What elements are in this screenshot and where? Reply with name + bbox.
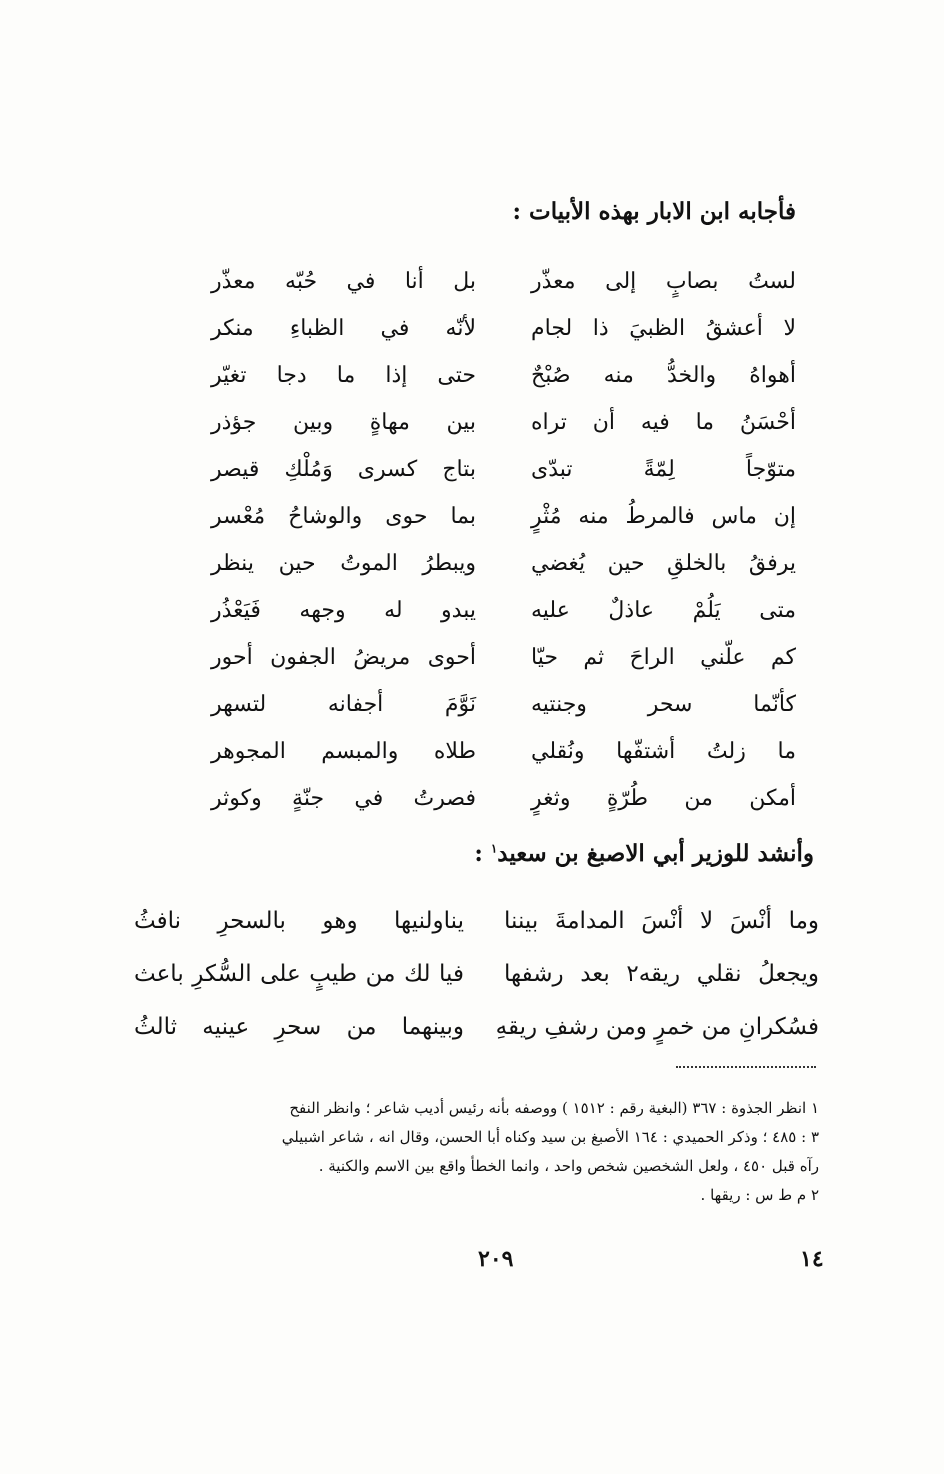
footnote-line: رآه قبل ٤٥٠ ، ولعل الشخصين شخص واحد ، وانما الخطأ واقع بين الاسم والكنية .: [318, 1157, 819, 1175]
second-hemistich: فصرتُ في جنّةٍ وكوثر: [211, 786, 476, 811]
first-hemistich: متوّجاً لِمّةً تبدّى: [531, 457, 796, 482]
second-hemistich: يبدو له وجهه فَيَعْذُر: [211, 598, 476, 623]
verse-line: [211, 399, 796, 446]
verse-line: [211, 587, 796, 634]
verse-line: [211, 258, 796, 305]
verse-line: [211, 775, 796, 822]
verse-line: [134, 947, 819, 1000]
verse-line: [211, 305, 796, 352]
first-hemistich: يرفقُ بالخلقِ حين يُغضي: [531, 551, 796, 576]
verse-line: [134, 1000, 819, 1053]
second-hemistich: بل أنا في حُبّه معذّر: [211, 269, 476, 294]
first-hemistich: فسُكرانِ من خمرٍ ومن رشفِ ريقهِ: [495, 1013, 819, 1040]
poem-intro-2-text: وأنشد للوزير أبي الاصبغ بن سعيد: [497, 840, 814, 867]
verse-line: [211, 540, 796, 587]
first-hemistich: لا أعشقُ الظبيَ ذا لجام: [531, 316, 796, 341]
verse-line: [211, 493, 796, 540]
second-hemistich: وبينهما من سحرِ عينيه ثالثُ: [134, 1013, 464, 1040]
first-hemistich: وما أنْسَ لا أنْسَ المدامةَ بيننا: [504, 907, 819, 934]
first-hemistich: أهواهُ والخدُّ منه صُبْحٌ: [531, 363, 796, 388]
footnote-line: ٣ : ٤٨٥ ؛ وذكر الحميدي : ١٦٤ الأصبغ بن سيد وكناه أبا الحسن، وقال انه ، شاعر اشبيلي: [281, 1128, 819, 1146]
verse-line: [211, 352, 796, 399]
intro-colon: :: [474, 840, 491, 867]
page-footer: [0, 1246, 944, 1276]
verse-line: [211, 634, 796, 681]
first-hemistich: كأنّما سحر وجنتيه: [531, 692, 796, 717]
poem-1: [211, 258, 796, 822]
first-hemistich: أحْسَنُ ما فيه أن تراه: [531, 410, 796, 435]
poem-intro-2: [474, 840, 814, 867]
second-hemistich: حتى إذا ما دجا تغيّر: [211, 363, 476, 388]
verse-line: [134, 894, 819, 947]
first-hemistich: ما زلتُ أشتفّها ونُقلي: [531, 739, 796, 764]
first-hemistich: أمكن من طُرّةٍ وثغرٍ: [531, 786, 796, 811]
second-hemistich: ويبطرُ الموتُ حين ينظر: [211, 551, 476, 576]
first-hemistich: ويجعلُ نقلي ريقه٢ بعد رشفها: [504, 960, 819, 987]
second-hemistich: لأنّه في الظباءِ منكر: [211, 316, 476, 341]
second-hemistich: يناولنيها وهو بالسحرِ نافثُ: [134, 907, 464, 934]
first-hemistich: كم علّني الراحَ ثم حيّا: [531, 645, 796, 670]
page-number: ٢٠٩: [478, 1246, 514, 1272]
signature-mark: ١٤: [800, 1246, 824, 1272]
footnote-divider: [676, 1066, 816, 1068]
verse-line: [211, 446, 796, 493]
footnote-ref: ١: [490, 841, 498, 856]
second-hemistich: بين مهاةٍ وبين جؤذر: [211, 410, 476, 435]
first-hemistich: لستُ بصابٍ إلى معذّر: [531, 269, 796, 294]
second-hemistich: أحوى مريضُ الجفون أحور: [211, 645, 476, 670]
first-hemistich: إن ماس فالمرطُ منه مُثْرٍ: [531, 504, 796, 529]
second-hemistich: بتاج كسرى وَمُلْكِ قيصر: [211, 457, 476, 482]
second-hemistich: طلاه والمبسم المجوهر: [211, 739, 476, 764]
poem-2: [134, 894, 819, 1053]
verse-line: [211, 681, 796, 728]
second-hemistich: نَوَّمَ أجفانه لتسهر: [211, 692, 476, 717]
verse-line: [211, 728, 796, 775]
second-hemistich: فيا لك من طيبٍ على السُّكرِ باعث: [134, 960, 464, 987]
footnote-line: ١ انظر الجذوة : ٣٦٧ (البغية رقم : ١٥١٢ ) ووصفه بأنه رئيس أديب شاعر ؛ وانظر النفح: [289, 1099, 819, 1117]
second-hemistich: بما حوى والوشاحُ مُعْسر: [211, 504, 476, 529]
footnote-line: ٢ م ط س : ريقها .: [700, 1186, 819, 1204]
footnotes: [119, 1094, 819, 1210]
first-hemistich: متى يَلُمْ عاذلٌ عليه: [531, 598, 796, 623]
poem-intro-1: فأجابه ابن الابار بهذه الأبيات :: [512, 198, 796, 225]
